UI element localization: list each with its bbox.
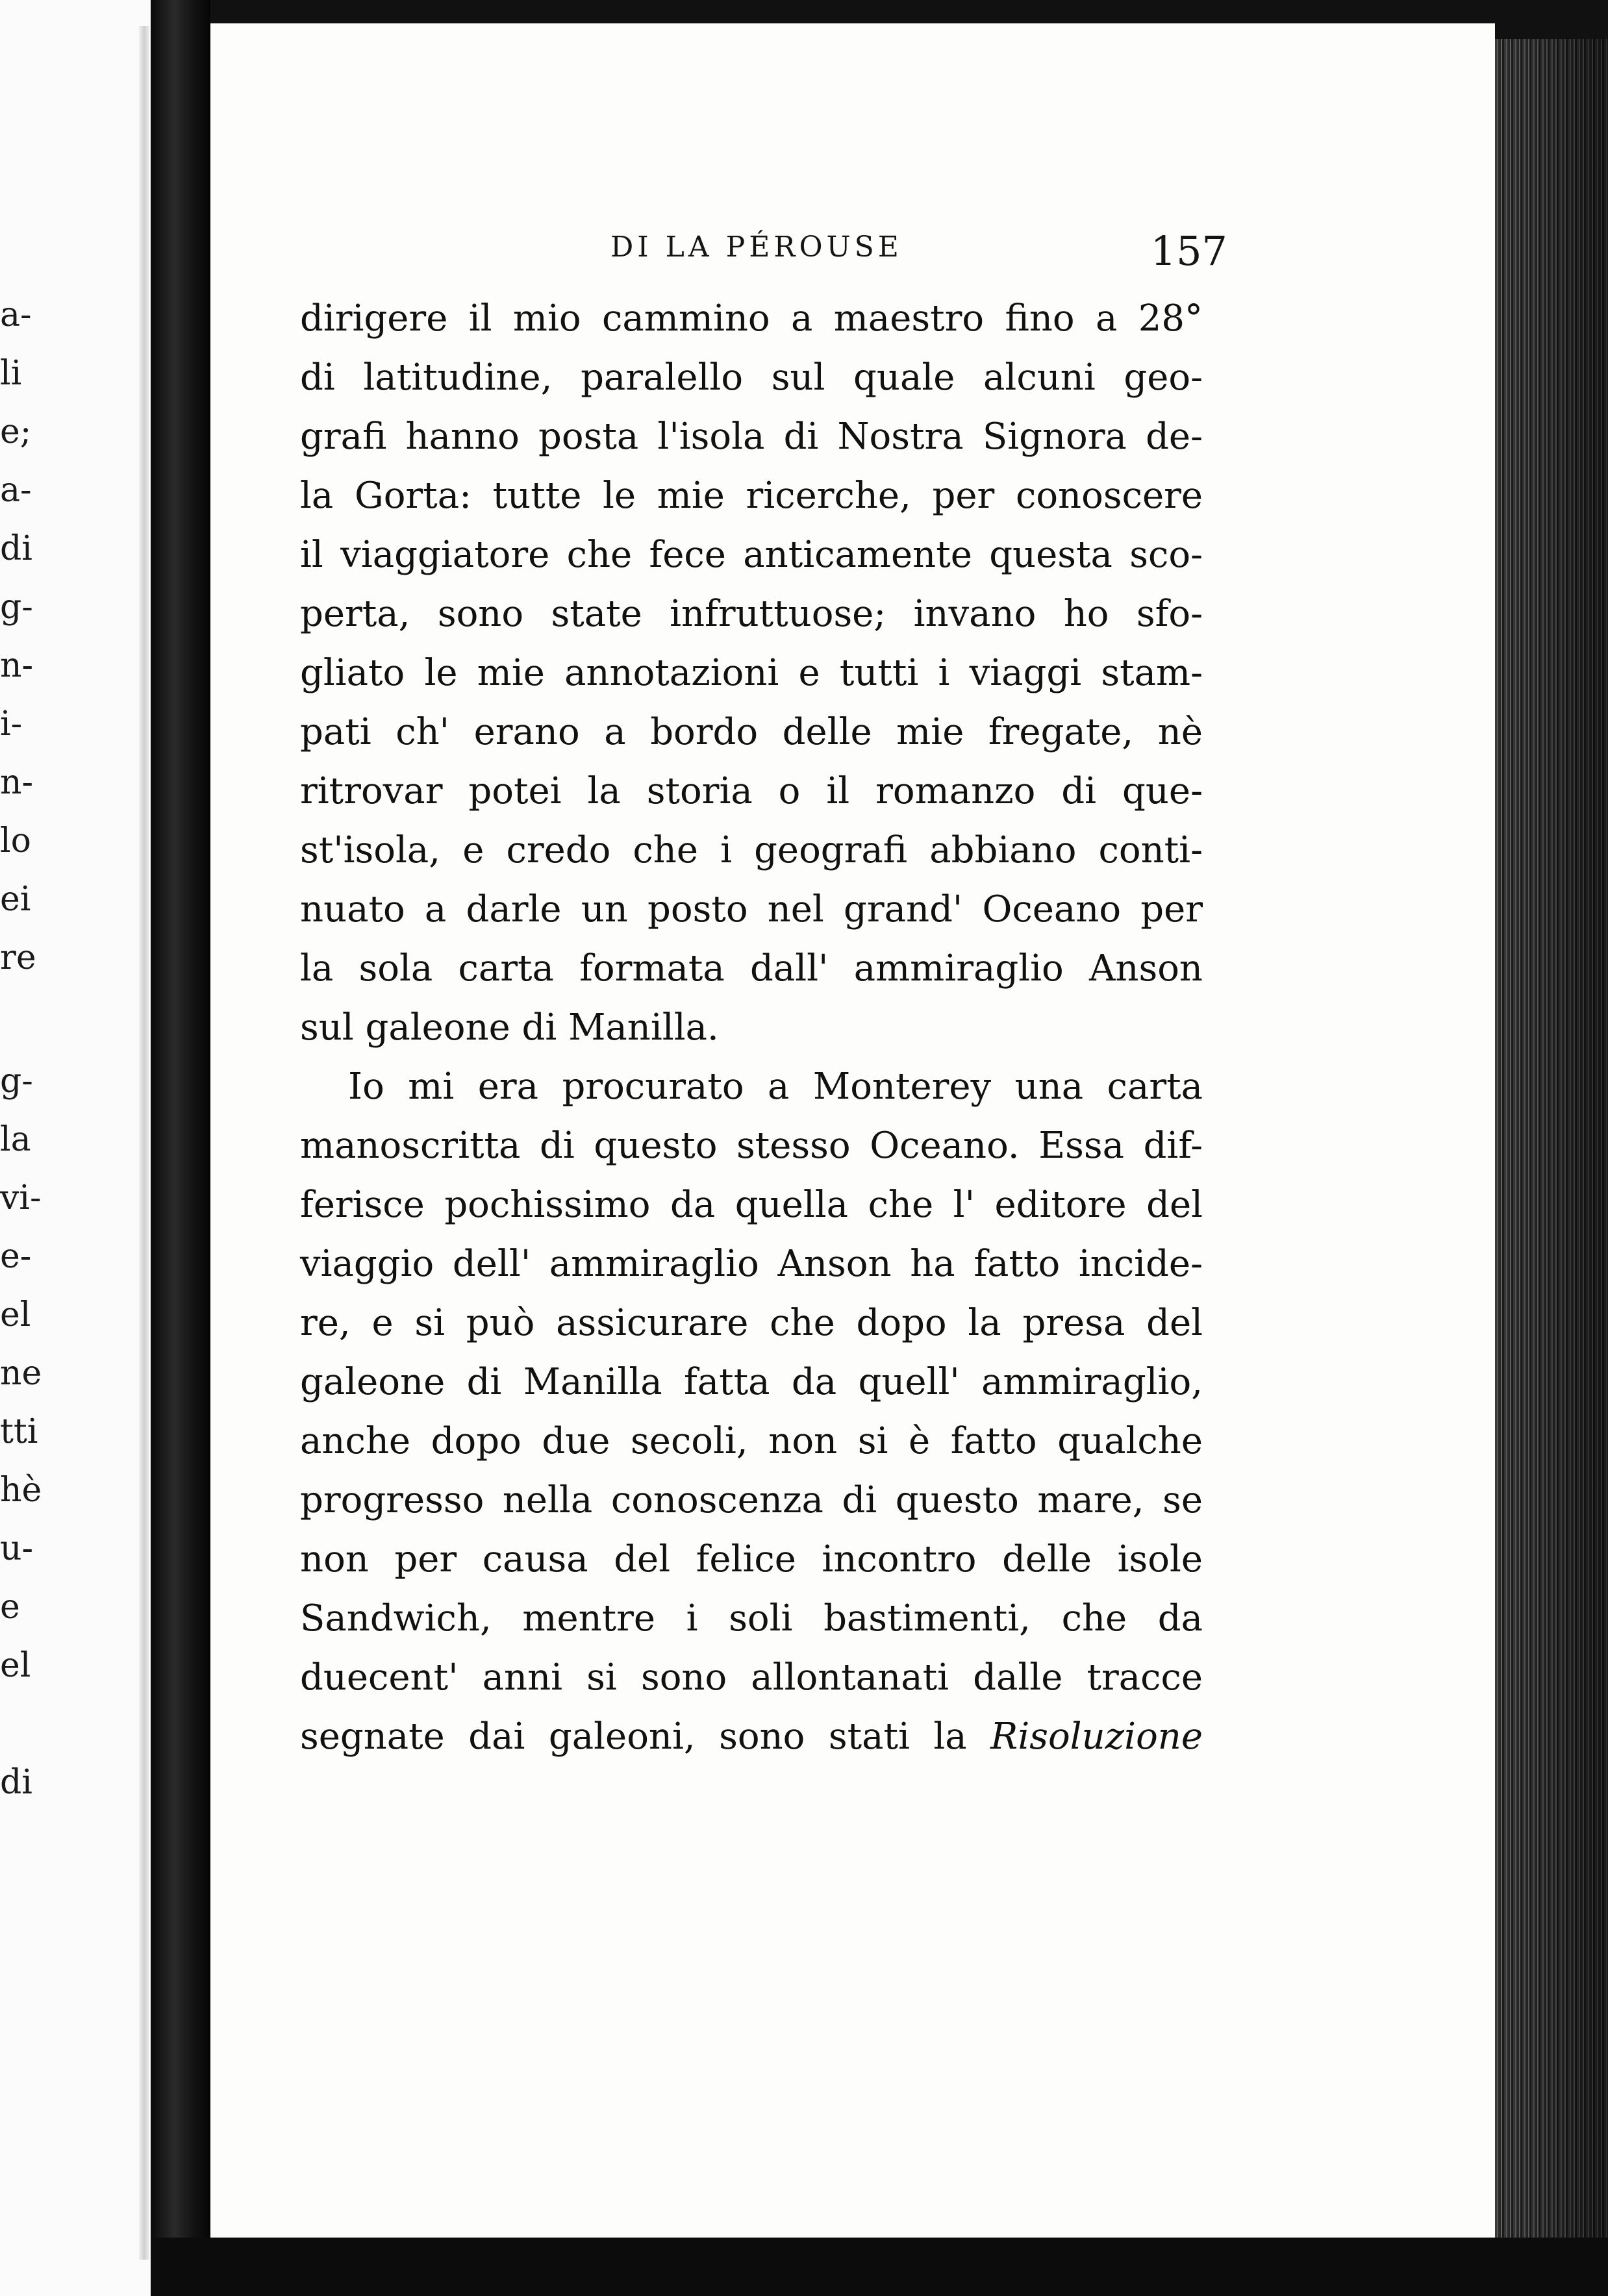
- left-fragment: re: [0, 938, 36, 977]
- left-fragment: a-: [0, 295, 32, 334]
- text-line: nuato a darle un posto nel grand' Oceano per: [300, 888, 1203, 930]
- left-fragment: g-: [0, 1062, 33, 1101]
- text-line: la Gorta: tutte le mie ricerche, per conoscere: [300, 475, 1203, 517]
- text-line: galeone di Manilla fatta da quell' ammiraglio,: [300, 1361, 1203, 1403]
- text-line: anche dopo due secoli, non si è fatto qualche: [300, 1420, 1203, 1462]
- left-fragment: a-: [0, 471, 32, 510]
- text-line: Sandwich, mentre i soli bastimenti, che da: [300, 1597, 1203, 1640]
- page-number: 157: [1150, 227, 1227, 275]
- left-fragment: lo: [0, 821, 31, 860]
- text-line: dirigere il mio cammino a maestro fino a 28°: [300, 297, 1203, 340]
- text-line: re, e si può assicurare che dopo la presa del: [300, 1302, 1203, 1344]
- text-line: gliato le mie annotazioni e tutti i viaggi stam-: [300, 652, 1203, 694]
- left-fragment: li: [0, 354, 22, 393]
- text-line: Io mi era procurato a Monterey una carta: [348, 1066, 1203, 1108]
- page-block-shade: [1495, 39, 1608, 2260]
- left-fragment: tti: [0, 1412, 38, 1451]
- text-line: ferisce pochissimo da quella che l' editore del: [300, 1184, 1203, 1226]
- left-fragment: di: [0, 529, 32, 568]
- left-fragment: el: [0, 1646, 31, 1685]
- text-line: non per causa del felice incontro delle isole: [300, 1538, 1203, 1580]
- text-line: st'isola, e credo che i geografi abbiano conti-: [300, 829, 1203, 871]
- book-gutter: [151, 0, 210, 2296]
- running-header: DI LA PÉROUSE: [610, 231, 903, 264]
- left-fragment: la: [0, 1120, 31, 1159]
- bottom-shadow: [151, 2238, 1608, 2296]
- left-fragment: g-: [0, 588, 33, 627]
- left-fragment: e-: [0, 1237, 32, 1276]
- left-fragment: vi-: [0, 1179, 42, 1217]
- text-line: il viaggiatore che fece anticamente questa sco-: [300, 534, 1203, 576]
- text-line: di latitudine, paralello sul quale alcuni geo-: [300, 356, 1203, 399]
- left-fragment: n-: [0, 763, 34, 802]
- text-line: viaggio dell' ammiraglio Anson ha fatto incide-: [300, 1243, 1203, 1285]
- text-line: la sola carta formata dall' ammiraglio Anson: [300, 947, 1203, 990]
- text-line: sul galeone di Manilla.: [300, 1006, 719, 1049]
- text-line: pati ch' erano a bordo delle mie fregate, nè: [300, 711, 1203, 753]
- left-fragment: u-: [0, 1529, 34, 1568]
- left-fragment: i-: [0, 705, 23, 743]
- text-line-final-roman: segnate dai galeoni, sono stati la: [300, 1716, 967, 1758]
- text-line: progresso nella conoscenza di questo mare, se: [300, 1479, 1203, 1521]
- left-fragment: n-: [0, 646, 34, 685]
- text-line-final: [300, 1707, 1203, 1766]
- left-fragment: e: [0, 1588, 20, 1627]
- text-line: grafi hanno posta l'isola di Nostra Signora de-: [300, 416, 1203, 458]
- text-line: manoscritta di questo stesso Oceano. Essa dif-: [300, 1125, 1203, 1167]
- italic-ship-name: Risoluzione: [990, 1716, 1203, 1758]
- text-line: ritrovar potei la storia o il romanzo di que-: [300, 770, 1203, 812]
- left-fragment: di: [0, 1763, 32, 1802]
- left-fragment: e;: [0, 412, 32, 451]
- left-page-edge: [139, 26, 149, 2260]
- left-fragment: el: [0, 1295, 31, 1334]
- left-fragment: ei: [0, 880, 31, 919]
- left-fragment: ne: [0, 1354, 42, 1393]
- left-fragment: hè: [0, 1471, 42, 1510]
- text-line: duecent' anni si sono allontanati dalle tracce: [300, 1656, 1203, 1699]
- body-text: [300, 289, 1203, 1766]
- text-line: perta, sono state infruttuose; invano ho sfo-: [300, 593, 1203, 635]
